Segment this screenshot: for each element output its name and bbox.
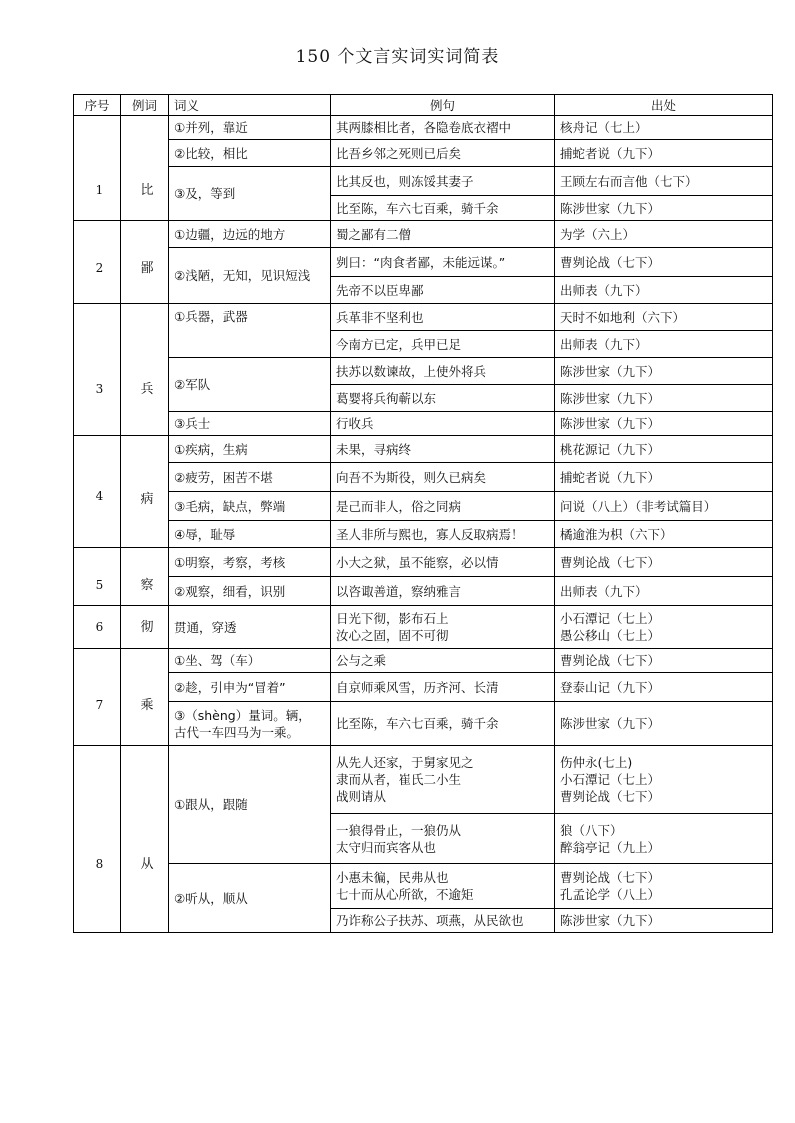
example-cell: 乃诈称公子扶苏、项燕，从民欲也 xyxy=(331,909,555,933)
example-cell: 扶苏以数谏故，上使外将兵 xyxy=(331,358,555,385)
example-line: 从先人还家，于舅家见之 xyxy=(336,755,474,770)
example-line: 战则请从 xyxy=(336,789,387,804)
meaning-cell: ①边疆，边远的地方 xyxy=(169,221,331,248)
entry-word-cell xyxy=(121,746,169,933)
table-row xyxy=(74,606,773,649)
entry-word: 乘 xyxy=(140,697,154,713)
entry-number-cell xyxy=(74,548,121,606)
entry-number: 2 xyxy=(95,260,104,275)
source-cell: 曹刿论战（七下） xyxy=(555,649,773,673)
example-line: 一狼得骨止，一狼仍从 xyxy=(336,822,462,838)
source-cell xyxy=(555,746,773,814)
entry-number-cell xyxy=(74,606,121,649)
source-line: 狼（八下） xyxy=(560,822,623,838)
example-cell xyxy=(331,746,555,814)
source-cell xyxy=(555,606,773,649)
meaning-cell: ②趁，引申为“冒着” xyxy=(169,673,331,702)
meaning-cell: ③毛病，缺点，弊端 xyxy=(169,492,331,521)
table-row xyxy=(74,358,773,385)
entry-word-cell xyxy=(121,116,169,221)
source-line: 小石潭记（七上） xyxy=(560,772,661,787)
source-cell: 陈涉世家（九下） xyxy=(555,196,773,221)
meaning-cell: ①兵器，武器 xyxy=(169,304,331,358)
source-line: 醉翁亭记（九上） xyxy=(560,839,661,855)
entry-word: 鄙 xyxy=(140,260,154,276)
meaning-cell: ③兵士 xyxy=(169,412,331,436)
meaning-cell: ②浅陋，无知，见识短浅 xyxy=(169,248,331,304)
source-cell: 陈涉世家（九下） xyxy=(555,702,773,746)
table-row xyxy=(74,492,773,521)
table-row xyxy=(74,248,773,277)
header-source: 出处 xyxy=(555,95,773,116)
entry-word-cell xyxy=(121,649,169,746)
source-cell: 出师表（九下） xyxy=(555,331,773,358)
entry-number-cell xyxy=(74,649,121,746)
table-row xyxy=(74,577,773,606)
table-row xyxy=(74,673,773,702)
table-row xyxy=(74,116,773,140)
meaning-cell: ③及，等到 xyxy=(169,167,331,221)
entry-word: 兵 xyxy=(140,382,154,397)
entry-word-cell xyxy=(121,436,169,548)
source-cell: 曹刿论战（七下） xyxy=(555,248,773,277)
example-cell xyxy=(331,814,555,864)
example-line: 隶而从者，崔氏二小生 xyxy=(336,772,462,787)
example-cell: 先帝不以臣卑鄙 xyxy=(331,277,555,304)
source-cell: 天时不如地利（六下） xyxy=(555,304,773,331)
source-cell xyxy=(555,864,773,909)
example-cell: 今南方已定，兵甲已足 xyxy=(331,331,555,358)
table-row xyxy=(74,649,773,673)
entry-word: 察 xyxy=(140,577,154,593)
source-cell: 登泰山记（九下） xyxy=(555,673,773,702)
source-cell: 陈涉世家（九下） xyxy=(555,358,773,385)
example-line: 汝心之固，固不可彻 xyxy=(336,628,449,643)
header-example: 例句 xyxy=(331,95,555,116)
example-cell xyxy=(331,606,555,649)
table-row xyxy=(74,167,773,196)
meaning-cell: ②疲劳，困苦不堪 xyxy=(169,463,331,492)
table-row xyxy=(74,436,773,463)
entry-number-cell xyxy=(74,436,121,548)
entry-word-cell xyxy=(121,606,169,649)
table-header-row xyxy=(74,95,773,116)
entry-word: 彻 xyxy=(140,619,154,635)
example-line: 太守归而宾客从也 xyxy=(336,839,437,855)
source-cell: 陈涉世家（九下） xyxy=(555,909,773,933)
entry-word-cell xyxy=(121,221,169,304)
example-cell: 刿曰：“肉食者鄙，未能远谋。” xyxy=(331,248,555,277)
example-line: 七十而从心所欲，不逾矩 xyxy=(336,887,474,902)
vocab-table xyxy=(73,94,773,933)
entry-number: 1 xyxy=(95,182,104,197)
meaning-cell: 贯通，穿透 xyxy=(169,606,331,649)
entry-word: 病 xyxy=(140,492,154,507)
entry-number-cell xyxy=(74,746,121,933)
example-cell: 向吾不为斯役，则久已病矣 xyxy=(331,463,555,492)
example-cell: 自京师乘风雪，历齐河、长清 xyxy=(331,673,555,702)
example-cell: 比吾乡邻之死则已后矣 xyxy=(331,140,555,167)
source-cell: 捕蛇者说（九下） xyxy=(555,463,773,492)
meaning-line: ③（shèng）量词。辆， xyxy=(174,707,311,723)
table-row xyxy=(74,221,773,248)
source-cell xyxy=(555,814,773,864)
meaning-line: 古代一车四马为一乘。 xyxy=(174,724,300,740)
meaning-cell: ①疾病，生病 xyxy=(169,436,331,463)
source-cell: 为学（六上） xyxy=(555,221,773,248)
table-row xyxy=(74,548,773,577)
entry-number: 3 xyxy=(95,382,104,396)
source-cell: 问说（八上）（非考试篇目） xyxy=(555,492,773,521)
example-cell: 公与之乘 xyxy=(331,649,555,673)
table-row xyxy=(74,463,773,492)
example-cell: 葛婴将兵徇蕲以东 xyxy=(331,385,555,412)
header-num: 序号 xyxy=(74,95,121,116)
entry-word: 从 xyxy=(140,856,154,872)
example-cell: 其两膝相比者，各隐卷底衣褶中 xyxy=(331,116,555,140)
entry-word-cell xyxy=(121,548,169,606)
source-line: 孔孟论学（八上） xyxy=(560,887,661,902)
meaning-cell: ①坐、驾（车） xyxy=(169,649,331,673)
source-line: 小石潭记（七上） xyxy=(560,611,661,626)
source-cell: 桃花源记（九下） xyxy=(555,436,773,463)
source-line: 愚公移山（七上） xyxy=(560,628,661,643)
meaning-cell: ②听从，顺从 xyxy=(169,864,331,933)
example-cell: 比其反也，则冻馁其妻子 xyxy=(331,167,555,196)
source-cell: 曹刿论战（七下） xyxy=(555,548,773,577)
entry-number-cell xyxy=(74,304,121,436)
meaning-cell: ②军队 xyxy=(169,358,331,412)
table-row xyxy=(74,702,773,746)
example-cell xyxy=(331,864,555,909)
example-line: 小惠未徧，民弗从也 xyxy=(336,870,449,885)
meaning-cell: ①跟从，跟随 xyxy=(169,746,331,864)
source-line: 曹刿论战（七下） xyxy=(560,789,661,804)
page-title: 150 个文言实词实词简表 xyxy=(295,47,500,67)
entry-number: 4 xyxy=(95,489,104,503)
example-cell: 比至陈，车六七百乘，骑千余 xyxy=(331,196,555,221)
table-row xyxy=(74,521,773,548)
example-cell: 以咨诹善道，察纳雅言 xyxy=(331,577,555,606)
example-cell: 比至陈，车六七百乘，骑千余 xyxy=(331,702,555,746)
entry-number-cell xyxy=(74,221,121,304)
meaning-cell: ①并列，靠近 xyxy=(169,116,331,140)
example-cell: 行收兵 xyxy=(331,412,555,436)
entry-number: 7 xyxy=(95,697,104,712)
source-cell: 核舟记（七上） xyxy=(555,116,773,140)
entry-number: 6 xyxy=(95,619,104,634)
entry-number: 8 xyxy=(95,856,104,871)
source-cell: 捕蛇者说（九下） xyxy=(555,140,773,167)
entry-number-cell xyxy=(74,116,121,221)
example-cell: 是己而非人，俗之同病 xyxy=(331,492,555,521)
source-cell: 出师表（九下） xyxy=(555,577,773,606)
table-row xyxy=(74,140,773,167)
source-line: 曹刿论战（七下） xyxy=(560,870,661,885)
source-cell: 陈涉世家（九下） xyxy=(555,412,773,436)
table-row xyxy=(74,412,773,436)
table-row xyxy=(74,864,773,909)
source-cell: 出师表（九下） xyxy=(555,277,773,304)
source-cell: 王顾左右而言他（七下） xyxy=(555,167,773,196)
example-cell: 小大之狱，虽不能察，必以情 xyxy=(331,548,555,577)
example-line: 日光下彻，影布石上 xyxy=(336,611,449,626)
meaning-cell: ②观察，细看，识别 xyxy=(169,577,331,606)
entry-number: 5 xyxy=(95,577,104,592)
header-word: 例词 xyxy=(121,95,169,116)
entry-word: 比 xyxy=(140,182,154,198)
meaning-cell: ④辱，耻辱 xyxy=(169,521,331,548)
example-cell: 蜀之鄙有二僧 xyxy=(331,221,555,248)
source-cell: 橘逾淮为枳（六下） xyxy=(555,521,773,548)
example-cell: 未果，寻病终 xyxy=(331,436,555,463)
example-cell: 兵革非不坚利也 xyxy=(331,304,555,331)
header-meaning: 词义 xyxy=(169,95,331,116)
meaning-cell xyxy=(169,702,331,746)
example-cell: 圣人非所与熙也，寡人反取病焉！ xyxy=(331,521,555,548)
source-cell: 陈涉世家（九下） xyxy=(555,385,773,412)
entry-word-cell xyxy=(121,304,169,436)
source-line: 伤仲永(七上) xyxy=(560,755,633,770)
table-row xyxy=(74,746,773,814)
meaning-cell: ②比较，相比 xyxy=(169,140,331,167)
table-row xyxy=(74,304,773,331)
meaning-cell: ①明察，考察，考核 xyxy=(169,548,331,577)
